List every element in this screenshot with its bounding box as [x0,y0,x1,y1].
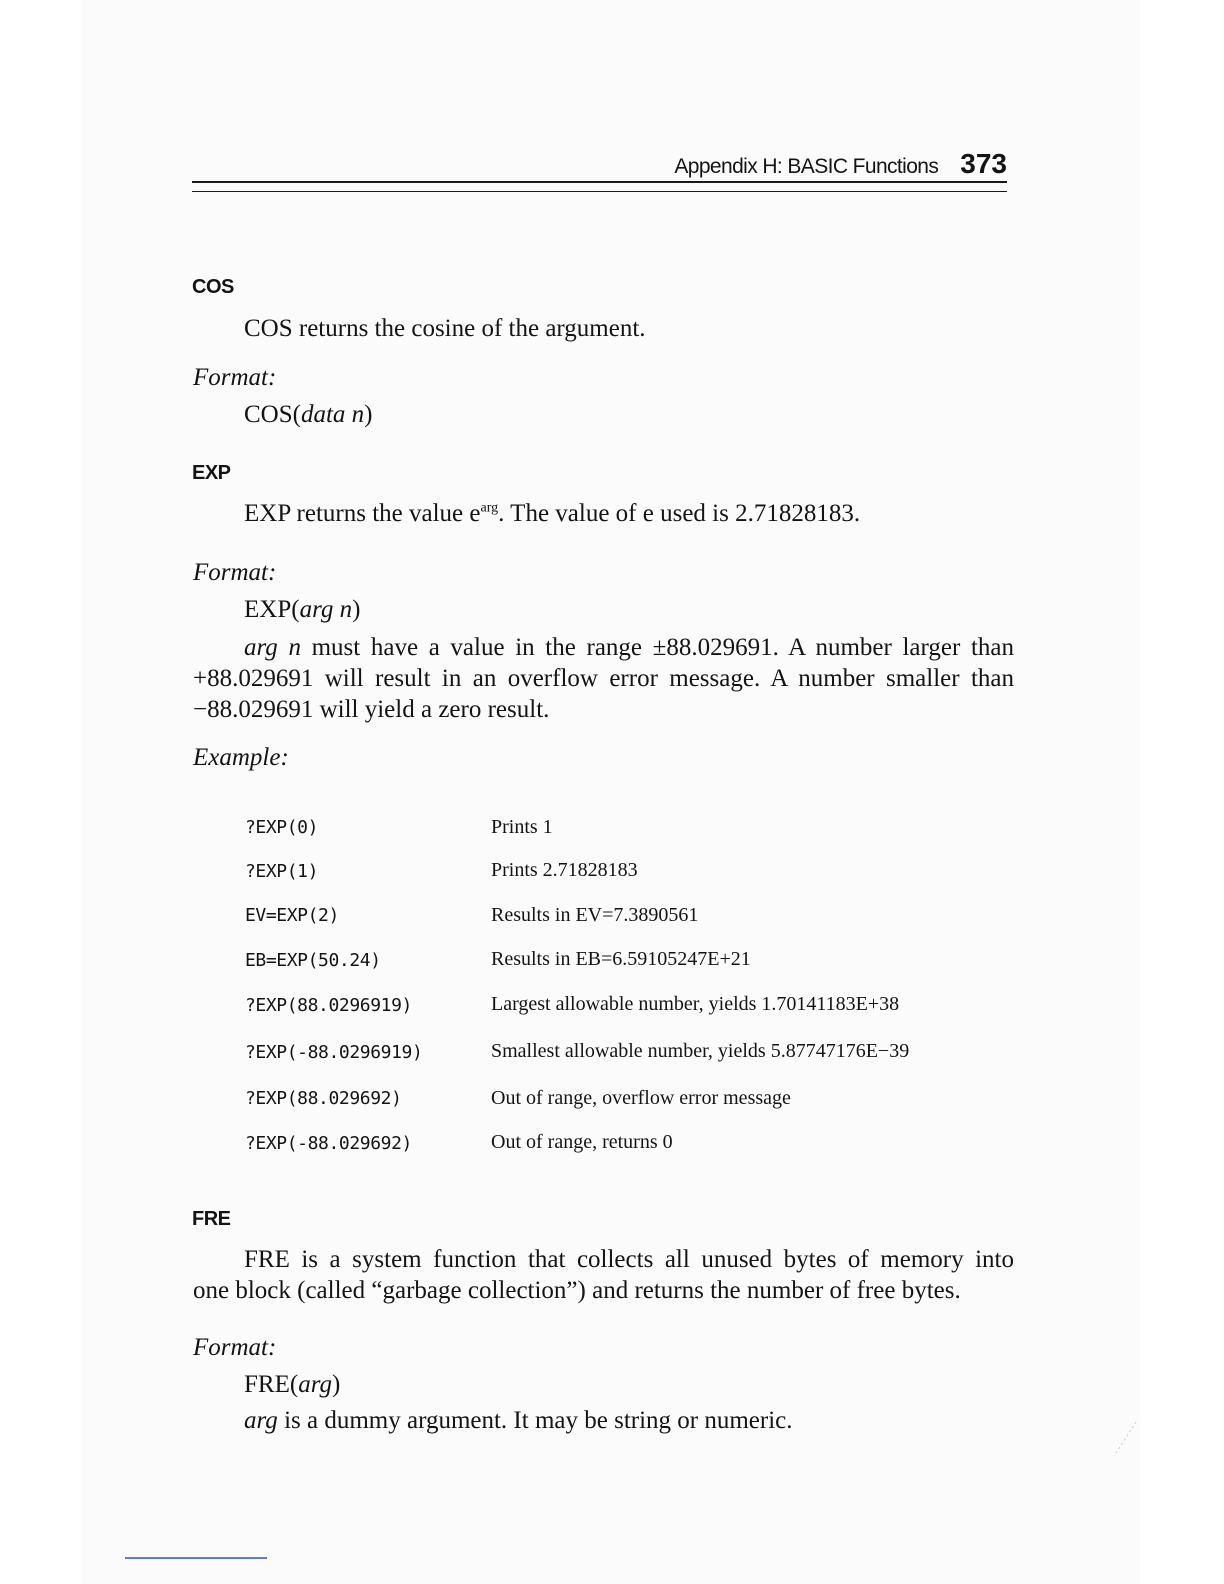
cos-format-name: COS( [244,401,301,428]
exp-range-line-2: +88.029691 will result in an overflow error message. A number smaller than [193,665,1014,692]
exp-range-text-1: must have a value in the range ±88.029691. A number larger than [300,634,1014,661]
example-code: EV=EXP(2) [245,905,339,926]
example-code: ?EXP(-88.0296919) [245,1042,423,1063]
exp-format-arg: arg n [299,596,353,623]
example-result: Largest allowable number, yields 1.70141183E+38 [491,993,900,1015]
exp-description-pre: EXP returns the value e [244,500,481,527]
example-code: EB=EXP(50.24) [245,950,381,971]
exp-heading: EXP [192,462,231,484]
fre-format-name: FRE( [244,1371,299,1398]
fre-note-text: is a dummy argument. It may be string or numeric. [277,1407,793,1434]
example-result: Prints 1 [491,816,553,838]
exp-example-label: Example: [193,744,289,771]
header-rule-top [192,181,1007,183]
fre-format-close: ) [332,1371,341,1398]
exp-description-post: . The value of e used is 2.71828183. [498,500,861,527]
cos-description: COS returns the cosine of the argument. [244,315,646,342]
running-head-title: Appendix H: BASIC Functions [674,155,939,178]
exp-format-close: ) [352,596,361,623]
cos-format-arg: data n [300,401,365,428]
fre-description-line-1 [193,1244,1014,1275]
fre-argument-note [244,1407,793,1435]
example-result: Smallest allowable number, yields 5.87747176E−39 [491,1040,910,1062]
cos-heading: COS [192,276,234,298]
fre-format-arg: arg [298,1371,332,1398]
exp-range-arg: arg n [244,634,301,661]
fre-description-text-1: FRE is a system function that collects all unused bytes of memory into [244,1246,1014,1273]
cos-format-label: Format: [193,364,277,391]
example-code: ?EXP(88.029692) [245,1088,402,1109]
bottom-scan-line [125,1557,267,1559]
example-result: Results in EV=7.3890561 [491,904,699,926]
example-code: ?EXP(0) [245,817,319,838]
cos-format-close: ) [364,401,373,428]
page-number: 373 [960,148,1007,179]
running-head [0,148,1007,180]
example-code: ?EXP(88.0296919) [245,995,412,1016]
fre-description [193,1244,1014,1306]
exp-format-label: Format: [193,559,277,586]
exp-range-note [193,632,1014,725]
header-rule-bottom [192,191,1007,192]
fre-note-arg: arg [244,1407,278,1434]
fre-format-label: Format: [193,1334,277,1361]
fre-heading: FRE [192,1208,231,1230]
example-result: Out of range, overflow error message [491,1087,791,1109]
exp-range-line-1 [193,632,1014,663]
example-result: Results in EB=6.59105247E+21 [491,948,751,970]
fre-format-syntax [244,1371,340,1399]
fre-description-line-2: one block (called “garbage collection”) and returns the number of free bytes. [193,1277,961,1304]
exp-description-sup: arg [480,500,499,516]
margin-pencil-mark [1110,1420,1140,1460]
exp-format-name: EXP( [244,596,300,623]
example-code: ?EXP(-88.029692) [245,1133,412,1154]
exp-format-syntax [244,596,360,624]
exp-range-line-3: −88.029691 will yield a zero result. [193,696,550,723]
example-code: ?EXP(1) [245,861,319,882]
exp-description [244,500,860,528]
example-result: Out of range, returns 0 [491,1131,673,1153]
cos-format-syntax [244,401,373,429]
example-result: Prints 2.71828183 [491,859,638,881]
